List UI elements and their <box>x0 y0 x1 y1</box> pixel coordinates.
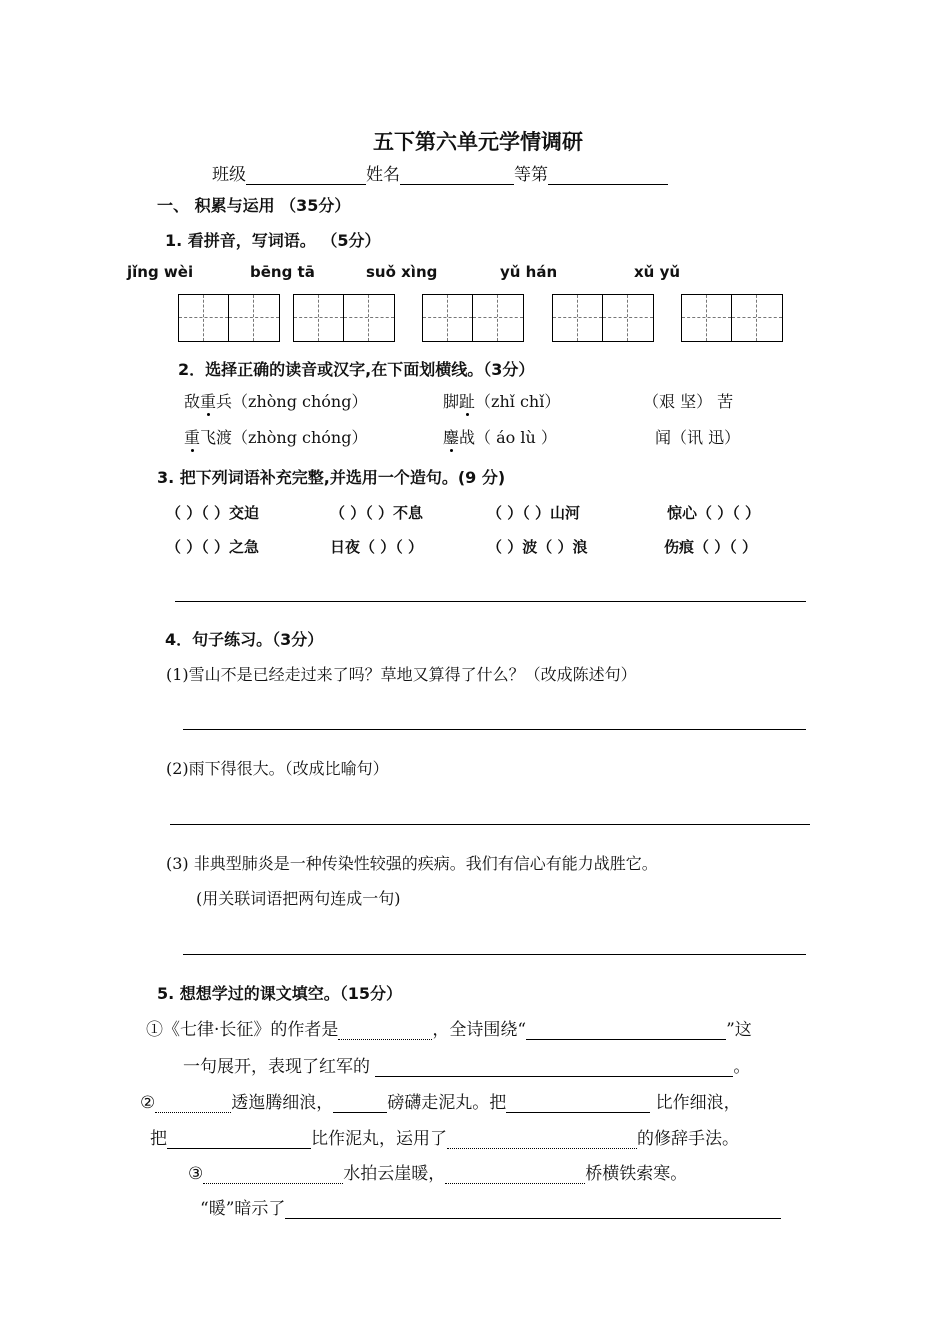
idiom-1: （ ）（ ）交迫 <box>166 504 259 522</box>
q5-blank-7[interactable] <box>445 1165 585 1184</box>
q2-item-3: （艰 坚） 苦 <box>643 392 734 411</box>
class-label: 班级 <box>212 165 246 185</box>
writing-grid-1[interactable] <box>178 294 280 342</box>
idiom-5: （ ）（ ）之急 <box>166 538 259 556</box>
q4-heading: 4．句子练习。（3分） <box>165 630 324 649</box>
writing-grid-4[interactable] <box>552 294 654 342</box>
grade-field[interactable] <box>548 166 668 185</box>
q5-line-5: ③ 水拍云崖暖， 桥横铁索寒。 <box>188 1164 688 1184</box>
pinyin-1: jǐng wèi <box>127 263 194 281</box>
q1-heading: 1. 看拼音，写词语。 （5分） <box>165 231 381 250</box>
q4-answer-line-3[interactable] <box>183 954 806 955</box>
pinyin-2: bēng tā <box>250 263 315 281</box>
q3-answer-line[interactable] <box>175 601 806 602</box>
idiom-4: 惊心（ ）（ ） <box>667 504 760 522</box>
page-title: 五下第六单元学情调研 <box>373 130 583 154</box>
q4-sentence-3: (3) 非典型肺炎是一种传染性较强的疾病。我们有信心有能力战胜它。 <box>166 854 658 873</box>
emphasis-char: 鏖 <box>443 428 460 447</box>
idiom-6: 日夜（ ）（ ） <box>330 538 423 556</box>
writing-grid-3[interactable] <box>422 294 524 342</box>
q5-line-3: ② 透迤腾细浪， 磅礴走泥丸。把 比作细浪， <box>140 1093 741 1113</box>
q2-item-5: 鏖战（ áo lù ） <box>443 428 557 447</box>
q5-blank-spirit[interactable] <box>375 1058 733 1077</box>
q4-sentence-1: (1)雪山不是已经走过来了吗？草地又算得了什么？（改成陈述句） <box>166 665 637 684</box>
pinyin-4: yǔ hán <box>500 263 558 281</box>
name-field[interactable] <box>400 166 514 185</box>
q4-answer-line-2[interactable] <box>170 824 810 825</box>
name-label: 姓名 <box>366 165 400 185</box>
pinyin-3: suǒ xìng <box>366 263 438 281</box>
writing-grid-5[interactable] <box>681 294 783 342</box>
q5-blank-4[interactable] <box>167 1130 311 1149</box>
emphasis-char: 趾 <box>459 392 476 411</box>
emphasis-char: 重 <box>184 428 201 447</box>
idiom-7: （ ）波（ ）浪 <box>487 538 588 556</box>
q4-sentence-3-note: (用关联词语把两句连成一句) <box>196 889 401 908</box>
q2-heading: 2．选择正确的读音或汉字,在下面划横线。（3分） <box>178 360 535 379</box>
grade-label: 等第 <box>514 165 548 185</box>
q2-item-2: 脚趾（zhǐ chǐ） <box>443 392 561 411</box>
q5-blank-2[interactable] <box>333 1094 387 1113</box>
q5-blank-5[interactable] <box>447 1130 637 1149</box>
q5-line-4: 把 比作泥丸，运用了 的修辞手法。 <box>150 1129 739 1149</box>
pinyin-5: xǔ yǔ <box>634 263 681 281</box>
q4-sentence-2: (2)雨下得很大。（改成比喻句） <box>166 759 389 778</box>
idiom-8: 伤痕（ ）（ ） <box>664 538 757 556</box>
idiom-2: （ ）（ ）不息 <box>330 504 423 522</box>
writing-grid-2[interactable] <box>293 294 395 342</box>
q4-answer-line-1[interactable] <box>183 729 806 730</box>
q5-blank-8[interactable] <box>285 1200 781 1219</box>
q5-blank-author[interactable] <box>338 1021 432 1040</box>
q2-item-1: 敌重兵（zhòng chóng） <box>184 392 368 411</box>
q5-line-6: “暖”暗示了 <box>200 1194 781 1219</box>
emphasis-char: 重 <box>200 392 217 411</box>
q5-blank-3[interactable] <box>506 1094 650 1113</box>
q2-item-6: 闻（讯 迅） <box>655 428 741 447</box>
student-info-row <box>212 160 668 185</box>
q5-heading: 5. 想想学过的课文填空。（15分） <box>157 984 403 1003</box>
q5-line-1: ①《七律·长征》的作者是 ，全诗围绕“ ”这 <box>146 1020 752 1040</box>
q5-blank-1[interactable] <box>155 1094 231 1113</box>
q3-heading: 3. 把下列词语补充完整,并选用一个造句。(9 分) <box>157 468 506 487</box>
idiom-3: （ ）（ ）山河 <box>487 504 580 522</box>
class-field[interactable] <box>246 166 366 185</box>
q2-item-4: 重飞渡（zhòng chóng） <box>184 428 368 447</box>
section1-heading: 一、 积累与运用 （35分） <box>157 196 351 215</box>
q5-blank-theme[interactable] <box>526 1021 726 1040</box>
q5-line-2: 一句展开，表现了红军的 。 <box>183 1057 751 1077</box>
q5-blank-6[interactable] <box>203 1165 343 1184</box>
